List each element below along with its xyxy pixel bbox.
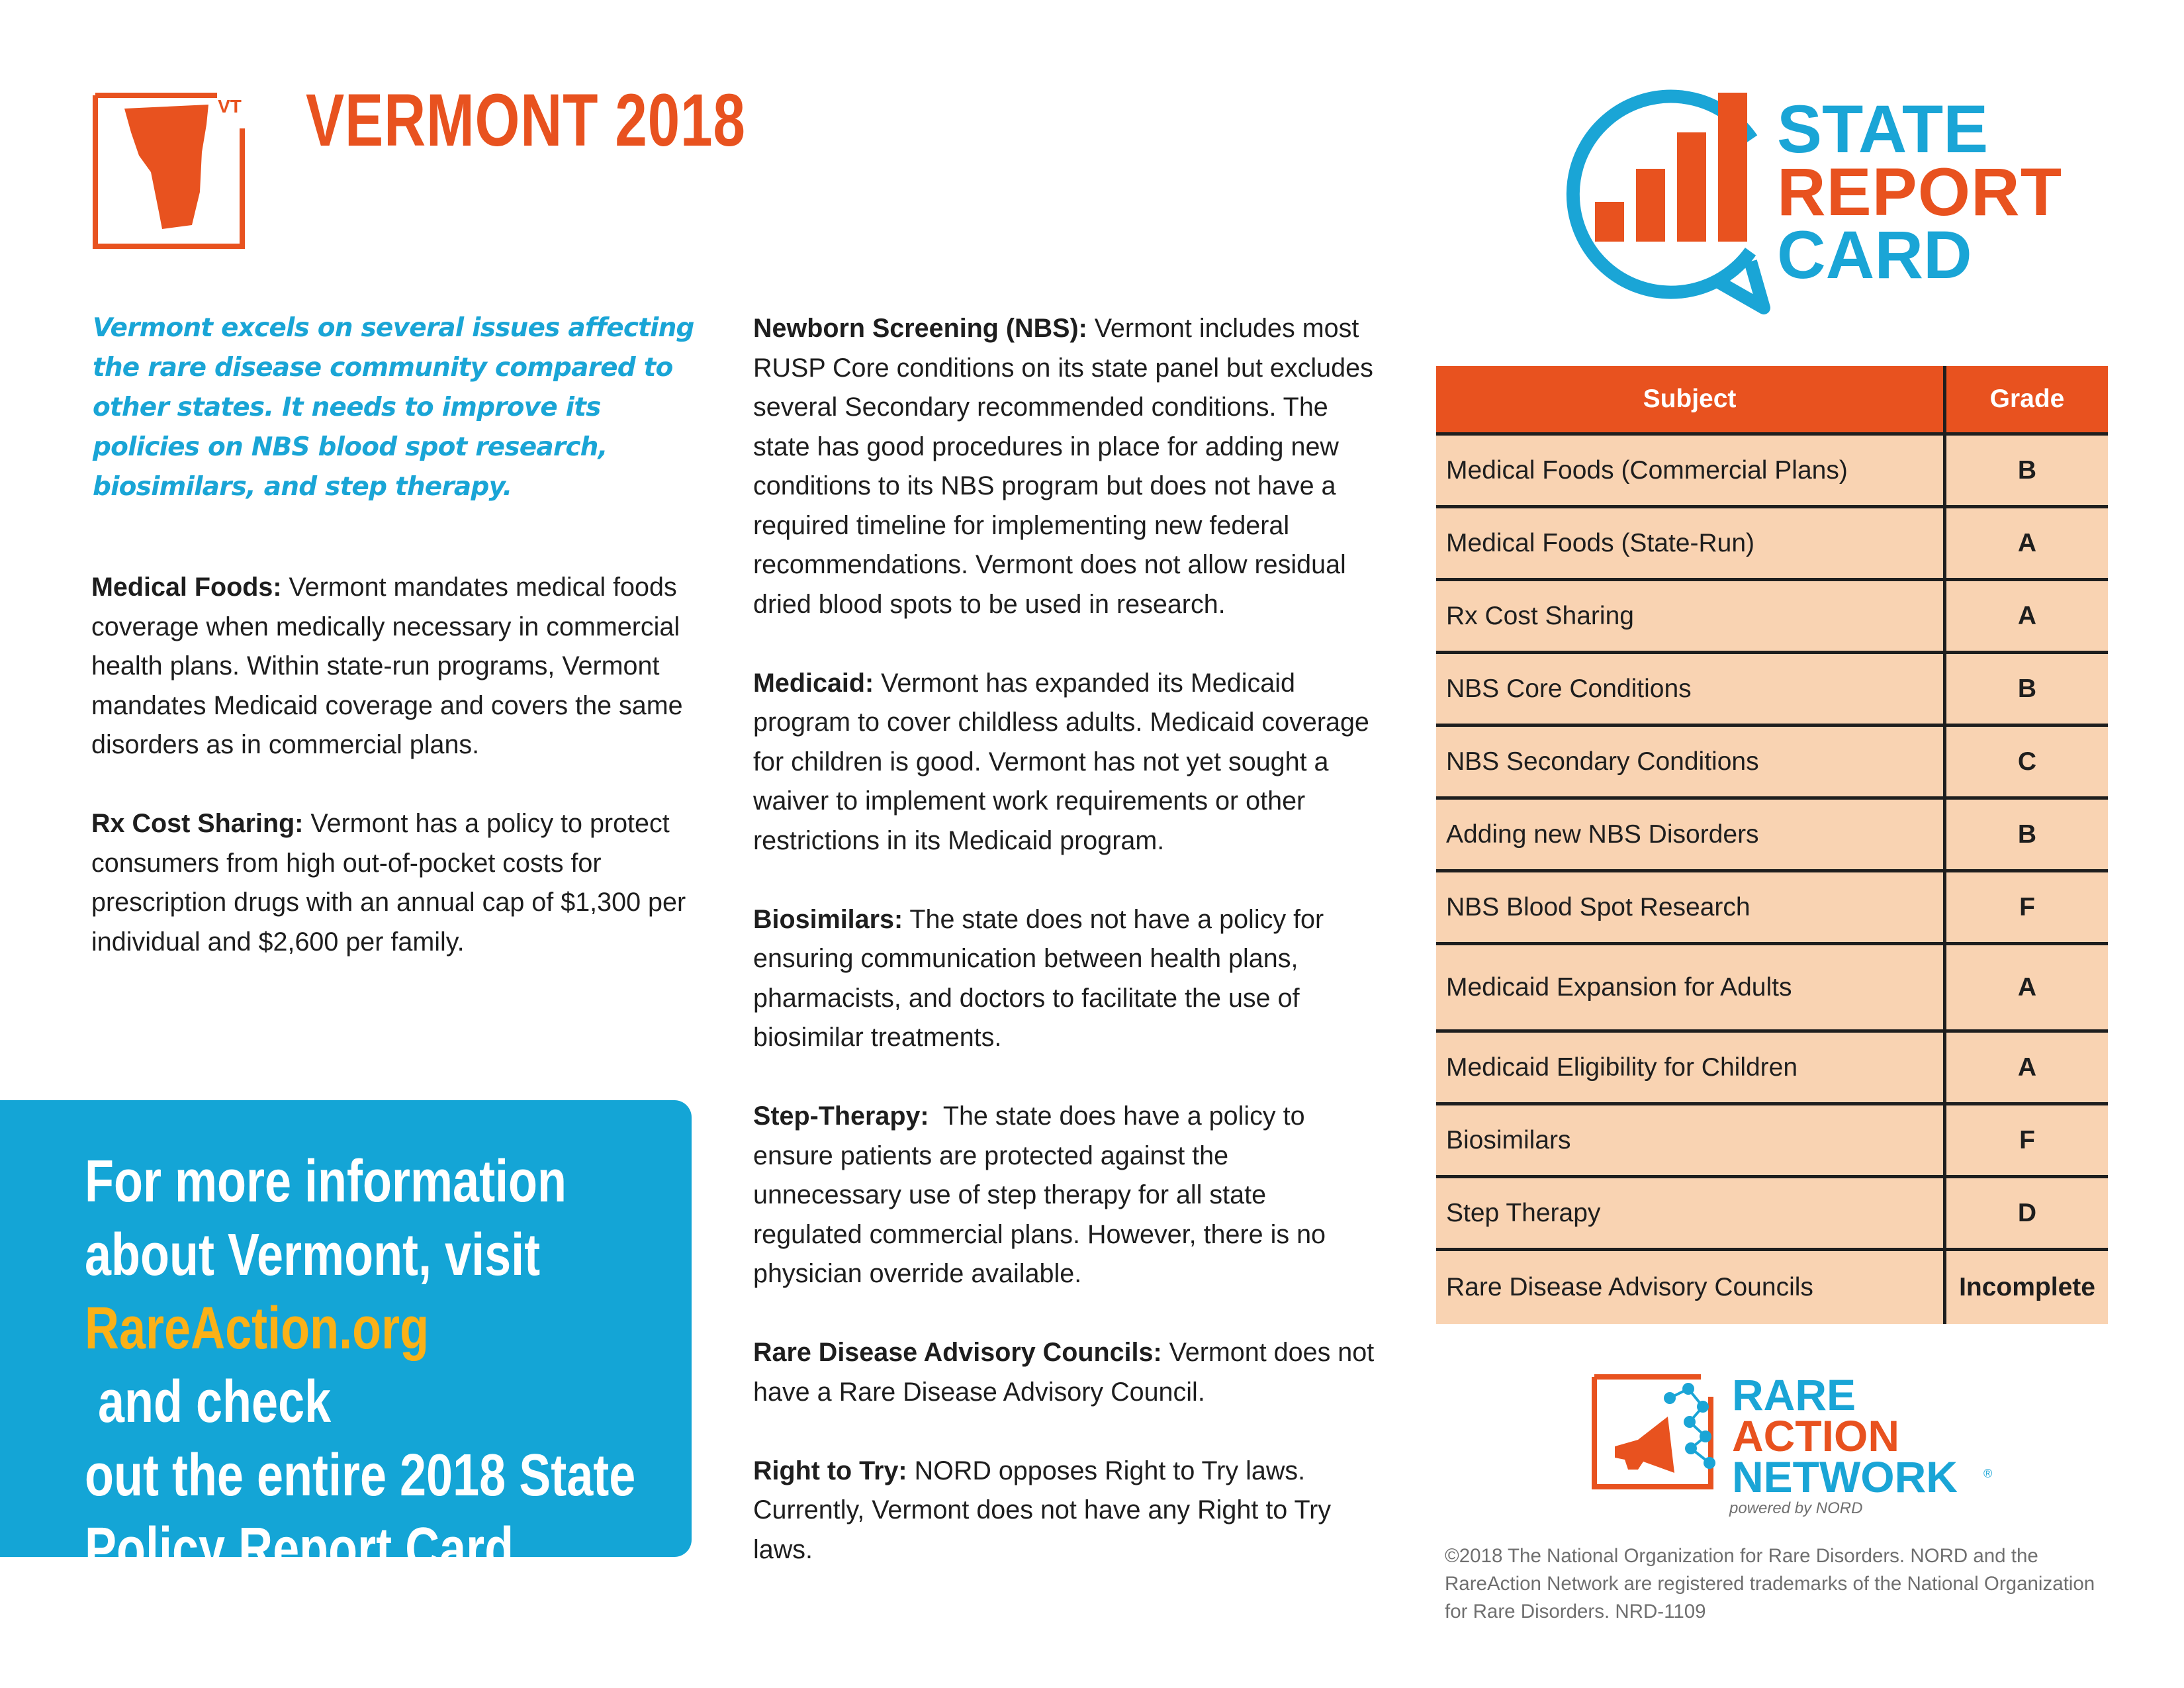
section-text: The state does not have a policy for ensuring communication between health plans, pharmacists, and doctors to facilitate the use of biosimilar treatments. — [753, 904, 1324, 1052]
row-grade: A — [2017, 1053, 2037, 1082]
row-grade: A — [2017, 601, 2037, 630]
info-line: Policy Report Card — [85, 1516, 514, 1582]
row-grade: A — [2017, 528, 2037, 557]
row-subject: Adding new NBS Disorders — [1436, 800, 1946, 869]
section-medical-foods — [91, 568, 687, 765]
ran-tagline: powered by NORD — [1729, 1499, 1863, 1517]
section-heading: Newborn Screening (NBS): — [753, 314, 1087, 343]
logo-word-report: REPORT — [1777, 154, 2062, 230]
info-line: out the entire 2018 State — [85, 1442, 636, 1509]
section-biosimilars — [753, 900, 1375, 1058]
row-subject: NBS Secondary Conditions — [1436, 727, 1946, 796]
section-heading: Step-Therapy: — [753, 1102, 929, 1131]
logo-word-card: CARD — [1777, 217, 1972, 293]
section-text: Vermont includes most RUSP Core conditions on its state panel but excludes several Secondary recommended conditions. The state has good procedures in place for adding new conditions to its NBS program but does not have a required timeline for implementing new federal recommendations. Vermont does not allow residual dried blood spots to be used in research. — [753, 314, 1373, 619]
row-grade: B — [2017, 455, 2037, 485]
page-title: VERMONT 2018 — [306, 79, 746, 162]
section-text: Vermont has a policy to protect consumers from high out-of-pocket costs for prescription drugs with an annual cap of $1,300 per individual and $2,600 per family. — [91, 809, 686, 957]
section-heading: Biosimilars: — [753, 904, 903, 934]
info-line: and check — [85, 1369, 332, 1435]
row-grade: F — [2019, 1125, 2035, 1154]
row-subject: Biosimilars — [1436, 1105, 1946, 1175]
section-text: Vermont does not have a Rare Disease Advisory Council. — [753, 1338, 1375, 1407]
row-subject: Medicaid Expansion for Adults — [1436, 945, 1946, 1029]
section-right-to-try — [753, 1452, 1375, 1570]
table-row — [1436, 1178, 2108, 1251]
row-subject: Rare Disease Advisory Councils — [1436, 1251, 1946, 1324]
vermont-state-icon — [93, 93, 249, 249]
row-grade: B — [2017, 674, 2037, 703]
ran-word-action: ACTION — [1732, 1411, 1899, 1460]
ran-word-rare: RARE — [1732, 1370, 1856, 1419]
state-abbr-label: VT — [218, 96, 242, 117]
section-step-therapy — [753, 1097, 1375, 1294]
intro-summary: Vermont excels on several issues affecting the rare disease community compared to other states. It needs to improve its policies on NBS blood spot research, biosimilars, and step therapy. — [93, 313, 694, 502]
table-row — [1436, 1105, 2108, 1178]
grade-table — [1436, 366, 2108, 1324]
table-row — [1436, 800, 2108, 872]
section-text: NORD opposes Right to Try laws. Currently, Vermont does not have any Right to Try laws. — [753, 1456, 1332, 1564]
row-grade: D — [2017, 1198, 2037, 1227]
table-row — [1436, 727, 2108, 800]
info-line: about Vermont, visit — [85, 1222, 541, 1288]
left-column — [91, 568, 687, 1002]
section-text: Vermont mandates medical foods coverage when medically necessary in commercial health plans. Within state-run programs, Vermont mandates Medicaid coverage and covers the same disorders as in commercial plans. — [91, 573, 683, 759]
rareaction-link[interactable]: RareAction.org — [85, 1295, 430, 1362]
row-grade: A — [2017, 972, 2037, 1002]
table-row — [1436, 1251, 2108, 1324]
row-grade: F — [2019, 892, 2035, 921]
row-subject: Step Therapy — [1436, 1178, 1946, 1248]
row-grade: Incomplete — [1959, 1273, 2095, 1301]
section-heading: Rare Disease Advisory Councils: — [753, 1338, 1162, 1367]
row-grade: B — [2017, 820, 2037, 849]
info-line: For more information — [85, 1149, 567, 1215]
table-row — [1436, 872, 2108, 945]
middle-column — [753, 309, 1375, 1609]
table-row — [1436, 508, 2108, 581]
section-text: The state does have a policy to ensure patients are protected against the unnecessary use of step therapy for all state regulated commercial plans. However, there is no physician override available. — [753, 1102, 1334, 1288]
section-heading: Medicaid: — [753, 668, 874, 698]
logo-word-state: STATE — [1777, 91, 1989, 167]
row-subject: Medicaid Eligibility for Children — [1436, 1033, 1946, 1102]
table-row — [1436, 654, 2108, 727]
ran-word-network: NETWORK — [1732, 1452, 1958, 1501]
state-report-card-logo — [1552, 83, 2068, 314]
row-subject: Rx Cost Sharing — [1436, 581, 1946, 651]
section-rx-cost-sharing — [91, 804, 687, 962]
section-heading: Medical Foods: — [91, 573, 282, 602]
section-newborn-screening — [753, 309, 1375, 624]
table-row — [1436, 436, 2108, 508]
section-heading: Right to Try: — [753, 1456, 907, 1485]
more-info-text — [85, 1145, 667, 1586]
section-medicaid — [753, 664, 1375, 861]
rare-action-network-logo — [1592, 1370, 2002, 1523]
row-subject: Medical Foods (State-Run) — [1436, 508, 1946, 578]
table-row — [1436, 581, 2108, 654]
table-row — [1436, 1033, 2108, 1105]
section-heading: Rx Cost Sharing: — [91, 809, 304, 838]
header-grade: Grade — [1989, 385, 2065, 413]
registered-mark: ® — [1983, 1467, 1993, 1480]
copyright-notice: ©2018 The National Organization for Rare Disorders. NORD and the RareAction Network are registered trademarks of the National Organization for Rare Disorders. NRD-1109 — [1445, 1545, 2095, 1622]
row-grade: C — [2017, 747, 2037, 776]
section-text: Vermont has expanded its Medicaid program to cover childless adults. Medicaid coverage for children is good. Vermont has not yet sought a waiver to implement work requirements or other restrictions in its Medicaid program. — [753, 668, 1369, 855]
table-header-row — [1436, 366, 2108, 436]
section-rare-disease-councils — [753, 1333, 1375, 1412]
row-subject: Medical Foods (Commercial Plans) — [1436, 436, 1946, 505]
table-row — [1436, 945, 2108, 1033]
header-subject: Subject — [1436, 366, 1946, 432]
row-subject: NBS Core Conditions — [1436, 654, 1946, 724]
row-subject: NBS Blood Spot Research — [1436, 872, 1946, 942]
